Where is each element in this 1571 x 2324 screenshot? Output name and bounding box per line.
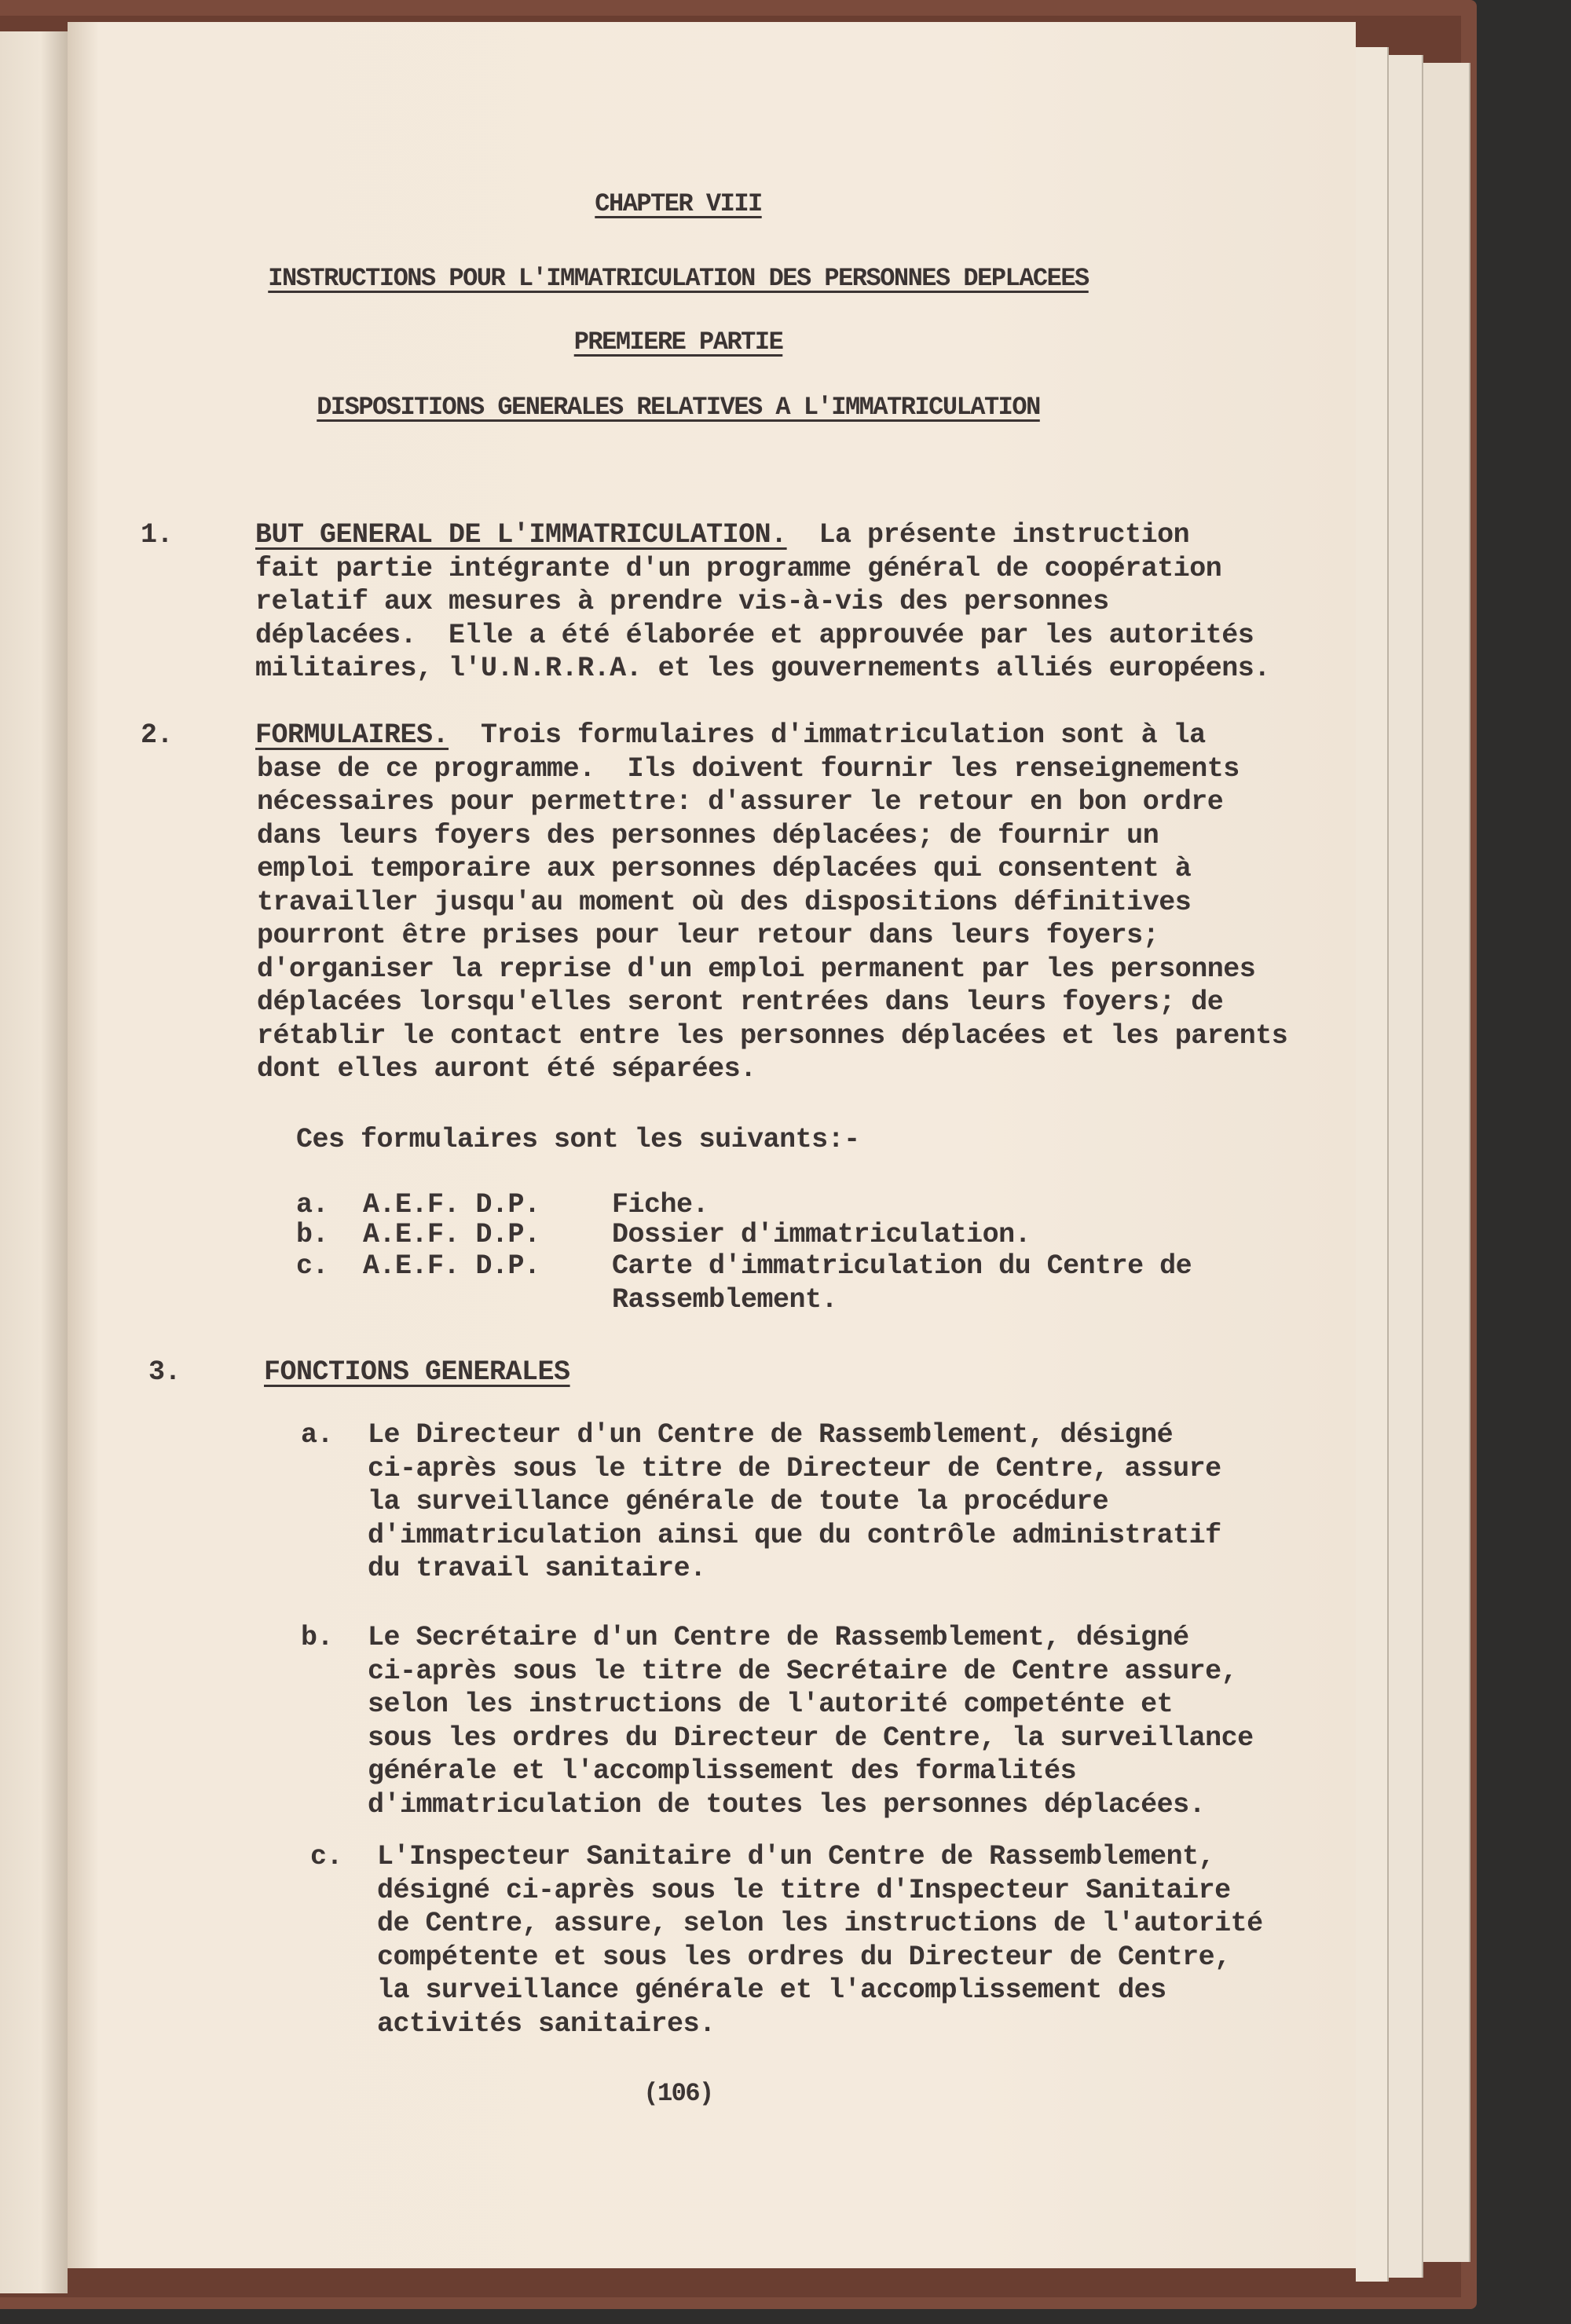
page-edge [1356, 47, 1389, 2282]
text-line: pourront être prises pour leur retour dans leurs foyers; [257, 920, 1159, 951]
form-name: Rassemblement. [612, 1284, 838, 1316]
text-line: Le Directeur d'un Centre de Rassemblement, désigné [368, 1419, 1174, 1451]
item-letter: b. [301, 1622, 334, 1653]
text-line: d'organiser la reprise d'un emploi permanent par les personnes [257, 953, 1256, 985]
text-line: d'immatriculation ainsi que du contrôle administratif [368, 1519, 1221, 1551]
text-line: travailler jusqu'au moment où des dispositions définitives [257, 886, 1192, 918]
text-line: déplacées lorsqu'elles seront rentrées dans leurs foyers; de [257, 986, 1224, 1018]
text-line: fait partie intégrante d'un programme général de coopération [255, 552, 1222, 584]
text-line: de Centre, assure, selon les instructions de l'autorité [377, 1908, 1263, 1939]
text-line: L'Inspecteur Sanitaire d'un Centre de Rassemblement, [377, 1841, 1215, 1872]
text-line: déplacées. Elle a été élaborée et approuvée par les autorités [255, 619, 1254, 651]
chapter-heading: CHAPTER VIII [595, 189, 762, 218]
section-number: 1. [141, 519, 174, 551]
text-line: selon les instructions de l'autorité competénte et [368, 1689, 1174, 1720]
facing-page-edge [0, 31, 68, 2293]
document-title: INSTRUCTIONS POUR L'IMMATRICULATION DES PERSONNES DEPLACEES [268, 264, 1089, 293]
part-heading: PREMIERE PARTIE [573, 328, 783, 357]
text-line: ci-après sous le titre de Directeur de Centre, assure [368, 1452, 1221, 1484]
forms-intro: Ces formulaires sont les suivants:- [296, 1124, 860, 1155]
text-line: base de ce programme. Ils doivent fournir les renseignements [257, 752, 1240, 785]
form-code: A.E.F. D.P. [363, 1250, 540, 1282]
text-line: dans leurs foyers des personnes déplacées; de fournir un [257, 819, 1159, 851]
form-code: A.E.F. D.P. [363, 1189, 540, 1221]
text-line: compétente et sous les ordres du Directeur de Centre, [377, 1941, 1231, 1973]
section-heading: FONCTIONS GENERALES [264, 1356, 570, 1388]
text-line: la surveillance générale et l'accomplissement des [377, 1974, 1166, 2006]
text-line: Trois formulaires d'immatriculation sont à la [449, 719, 1206, 751]
form-name: Carte d'immatriculation du Centre de [612, 1250, 1192, 1282]
text-line: relatif aux mesures à prendre vis-à-vis des personnes [255, 586, 1109, 617]
page-number: (106) [643, 2079, 713, 2108]
text-line: militaires, l'U.N.R.R.A. et les gouvernements alliés européens. [255, 653, 1270, 684]
form-letter: c. [296, 1250, 329, 1282]
text-line: rétablir le contact entre les personnes déplacées et les parents [257, 1019, 1288, 1052]
item-letter: c. [310, 1841, 343, 1872]
text-line: activités sanitaires. [377, 2007, 716, 2040]
form-name: Fiche. [612, 1189, 709, 1221]
section-heading: BUT GENERAL DE L'IMMATRICULATION. [255, 519, 787, 551]
form-letter: b. [296, 1219, 329, 1250]
form-code: A.E.F. D.P. [363, 1219, 540, 1250]
text-line: sous les ordres du Directeur de Centre, la surveillance [368, 1722, 1254, 1754]
form-letter: a. [296, 1189, 329, 1221]
text-line: Le Secrétaire d'un Centre de Rassemblement, désigné [368, 1622, 1189, 1653]
text-line: désigné ci-après sous le titre d'Inspecteur Sanitaire [377, 1874, 1231, 1906]
text-line: nécessaires pour permettre: d'assurer le retour en bon ordre [257, 786, 1224, 818]
text-line: ci-après sous le titre de Secrétaire de Centre assure, [368, 1655, 1238, 1687]
text-line: d'immatriculation de toutes les personnes déplacées. [368, 1788, 1206, 1821]
text-line: La présente instruction [786, 519, 1190, 551]
form-name: Dossier d'immatriculation. [612, 1219, 1031, 1250]
section-heading: FORMULAIRES. [255, 719, 449, 751]
item-letter: a. [301, 1419, 334, 1451]
text-line: dont elles auront été séparées. [257, 1053, 756, 1085]
section-number: 2. [141, 719, 174, 751]
text-line: la surveillance générale de toute la procédure [368, 1486, 1109, 1517]
text-line: du travail sanitaire. [368, 1553, 706, 1584]
text-line: emploi temporaire aux personnes déplacées qui consentent à [257, 853, 1192, 884]
section-subtitle: DISPOSITIONS GENERALES RELATIVES A L'IMMATRICULATION [317, 393, 1040, 422]
section-number: 3. [148, 1356, 181, 1388]
text-line: générale et l'accomplissement des formalités [368, 1755, 1077, 1787]
